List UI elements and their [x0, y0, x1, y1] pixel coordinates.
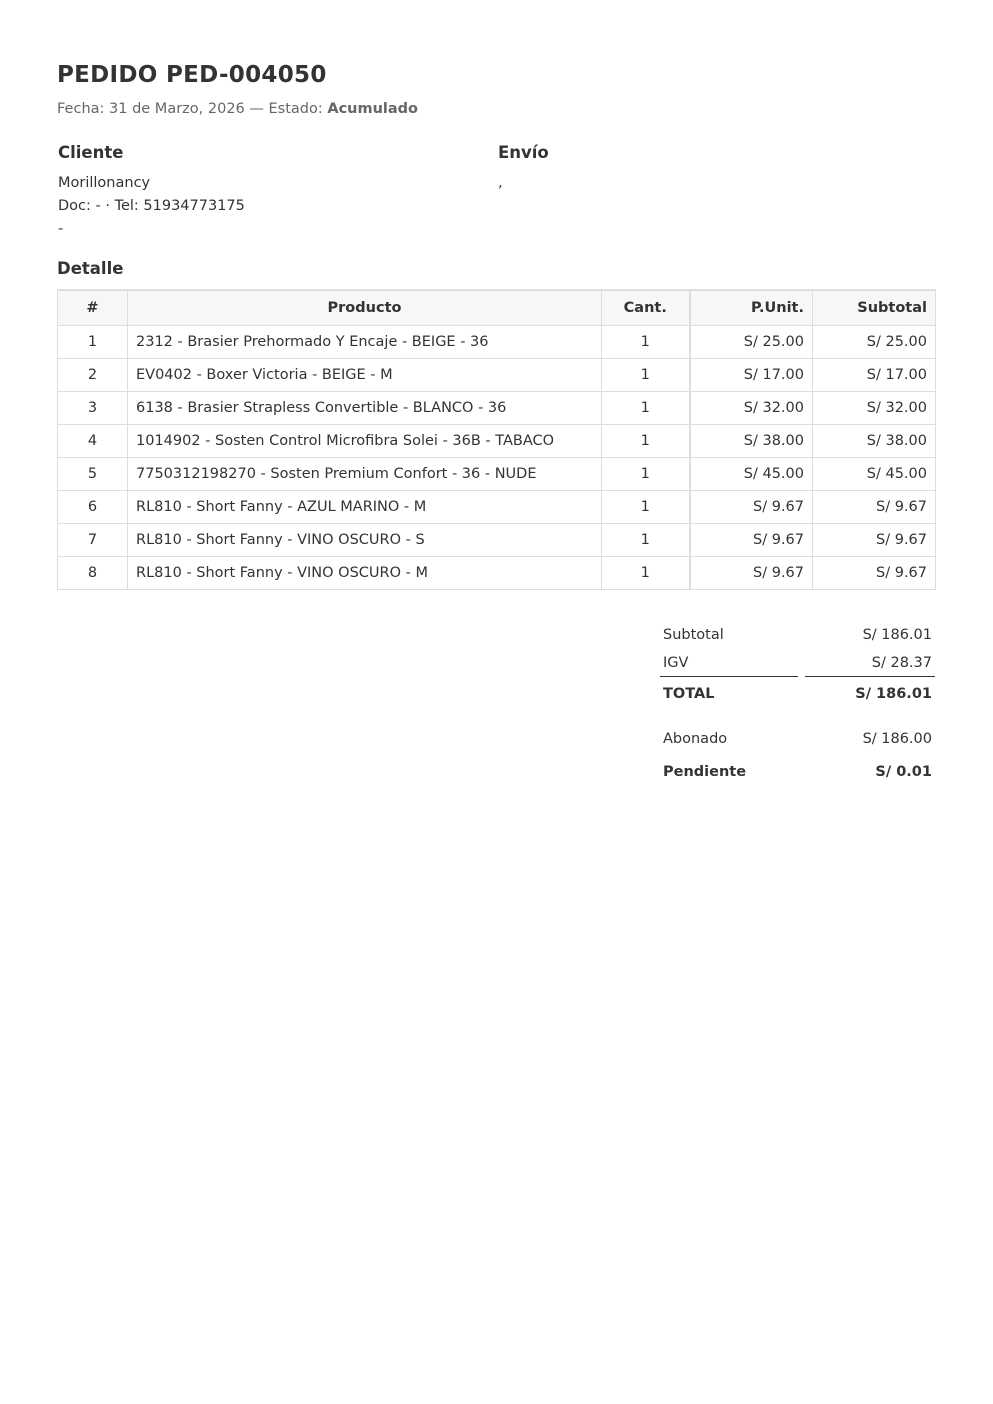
paid-label: Abonado	[663, 731, 728, 747]
cell-subtotal: S/ 25.00	[813, 325, 936, 358]
subtotal-label: Subtotal	[663, 627, 724, 643]
shipping-heading: Envío	[498, 143, 549, 162]
igv-label: IGV	[663, 655, 689, 671]
pending-value: S/ 0.01	[875, 764, 932, 780]
table-row	[58, 424, 936, 457]
shipping-address: ,	[498, 175, 503, 191]
cell-num: 5	[58, 457, 128, 490]
client-doc-phone: Doc: - · Tel: 51934773175	[58, 198, 245, 214]
cell-subtotal: S/ 9.67	[813, 556, 936, 589]
cell-product: 6138 - Brasier Strapless Convertible - BLANCO - 36	[128, 391, 602, 424]
totals-paid-row	[660, 711, 935, 749]
cell-product: RL810 - Short Fanny - AZUL MARINO - M	[128, 490, 602, 523]
cell-num: 2	[58, 358, 128, 391]
status-badge: Acumulado	[327, 101, 419, 117]
cell-qty: 1	[602, 457, 690, 490]
totals-igv-row	[660, 643, 935, 677]
cell-num: 6	[58, 490, 128, 523]
cell-subtotal: S/ 45.00	[813, 457, 936, 490]
client-name: Morillonancy	[58, 175, 151, 191]
table-row	[58, 325, 936, 358]
cell-product: 7750312198270 - Sosten Premium Confort - 36 - NUDE	[128, 457, 602, 490]
table-row	[58, 391, 936, 424]
cell-subtotal: S/ 9.67	[813, 490, 936, 523]
cell-num: 8	[58, 556, 128, 589]
subtotal-value: S/ 186.01	[862, 627, 932, 643]
total-value: S/ 186.01	[855, 686, 932, 702]
items-table	[57, 289, 936, 590]
order-date-line: Fecha: 31 de Marzo, 2026 — Estado:	[57, 101, 328, 117]
cell-product: EV0402 - Boxer Victoria - BEIGE - M	[128, 358, 602, 391]
table-row	[58, 358, 936, 391]
client-heading: Cliente	[58, 143, 124, 162]
cell-num: 7	[58, 523, 128, 556]
detail-heading: Detalle	[57, 259, 124, 278]
totals-subtotal-row	[660, 617, 935, 643]
column-header-num: #	[58, 290, 128, 325]
cell-qty: 1	[602, 523, 690, 556]
cell-unit-price: S/ 45.00	[690, 457, 813, 490]
cell-subtotal: S/ 17.00	[813, 358, 936, 391]
cell-num: 4	[58, 424, 128, 457]
cell-unit-price: S/ 9.67	[690, 556, 813, 589]
totals-total-row	[660, 677, 935, 711]
igv-value: S/ 28.37	[871, 655, 932, 671]
cell-subtotal: S/ 32.00	[813, 391, 936, 424]
table-row	[58, 490, 936, 523]
cell-unit-price: S/ 32.00	[690, 391, 813, 424]
cell-unit-price: S/ 38.00	[690, 424, 813, 457]
column-header-subtotal: Subtotal	[813, 290, 936, 325]
cell-num: 1	[58, 325, 128, 358]
page-title: PEDIDO PED-004050	[57, 62, 327, 88]
cell-qty: 1	[602, 358, 690, 391]
cell-qty: 1	[602, 391, 690, 424]
cell-subtotal: S/ 9.67	[813, 523, 936, 556]
paid-value: S/ 186.00	[862, 731, 932, 747]
column-header-qty: Cant.	[602, 290, 690, 325]
table-row	[58, 457, 936, 490]
table-row	[58, 523, 936, 556]
total-label: TOTAL	[663, 686, 715, 702]
column-header-unit-price: P.Unit.	[690, 290, 813, 325]
totals-summary	[660, 617, 935, 782]
cell-product: RL810 - Short Fanny - VINO OSCURO - S	[128, 523, 602, 556]
table-header-row	[58, 290, 936, 325]
shipping-block	[498, 143, 549, 195]
cell-unit-price: S/ 9.67	[690, 523, 813, 556]
order-meta	[57, 101, 418, 117]
pending-label: Pendiente	[663, 764, 747, 780]
cell-subtotal: S/ 38.00	[813, 424, 936, 457]
cell-qty: 1	[602, 490, 690, 523]
table-row	[58, 556, 936, 589]
cell-qty: 1	[602, 556, 690, 589]
cell-unit-price: S/ 9.67	[690, 490, 813, 523]
cell-product: RL810 - Short Fanny - VINO OSCURO - M	[128, 556, 602, 589]
cell-product: 2312 - Brasier Prehormado Y Encaje - BEIGE - 36	[128, 325, 602, 358]
cell-num: 3	[58, 391, 128, 424]
client-extra: -	[58, 221, 64, 237]
cell-product: 1014902 - Sosten Control Microfibra Solei - 36B - TABACO	[128, 424, 602, 457]
cell-unit-price: S/ 17.00	[690, 358, 813, 391]
totals-pending-row	[660, 749, 935, 782]
cell-unit-price: S/ 25.00	[690, 325, 813, 358]
client-block	[58, 143, 245, 241]
cell-qty: 1	[602, 325, 690, 358]
column-header-product: Producto	[128, 290, 602, 325]
cell-qty: 1	[602, 424, 690, 457]
